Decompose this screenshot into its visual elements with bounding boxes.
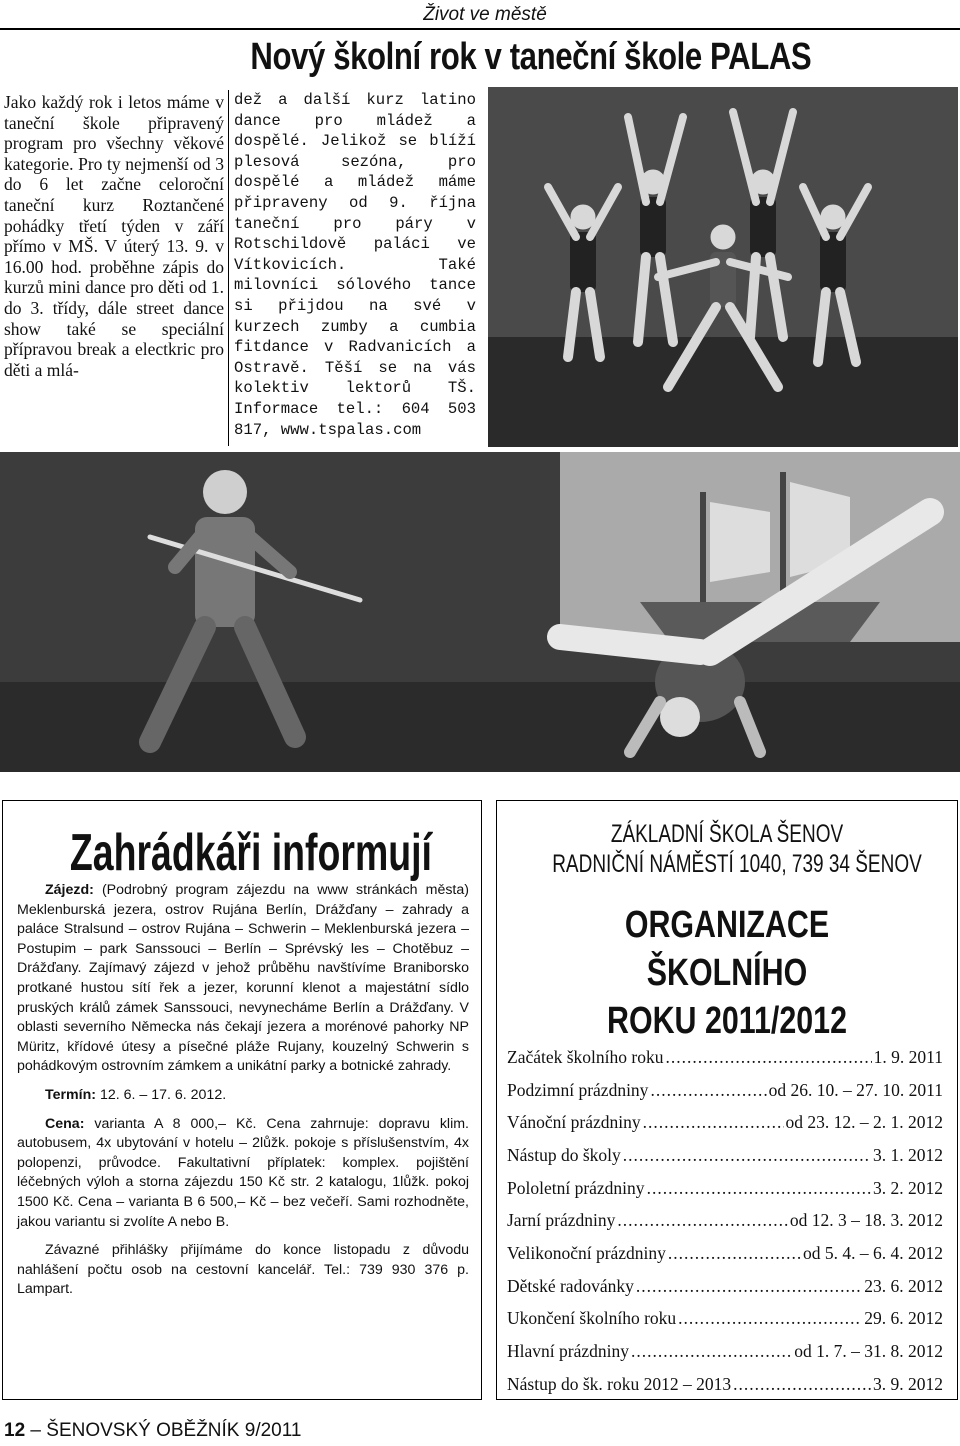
column-divider <box>228 90 229 446</box>
price-paragraph <box>17 1115 469 1233</box>
term-paragraph <box>17 1086 469 1106</box>
leader-dots <box>668 1243 801 1264</box>
schedule-row <box>507 1106 943 1139</box>
term-value: 12. 6. – 17. 6. 2012. <box>99 1086 227 1103</box>
gardeners-box <box>2 800 482 1400</box>
trip-paragraph <box>17 881 469 1077</box>
schedule-label: Hlavní prázdniny <box>507 1341 629 1362</box>
schedule-row <box>507 1270 943 1303</box>
page-number: 12 <box>4 1420 26 1441</box>
article-column-1: Jako každý rok i letos máme v taneční škole připravený program pro všechny věkové kategorie. Pro ty nejmenší od 3 do 6 let začne celoroční taneční kurz Roztančené pohádky třetí týden v září přímo v MŠ. V úterý 13. 9. v 16.00 hod. proběhne zápis do kurzů mini dance pro děti od 1. do 3. třídy, dále street dance show také se speciální přípravou break a electkric pro děti a mlá- <box>4 92 224 380</box>
publication-name: – ŠENOVSKÝ OBĚŽNÍK 9/2011 <box>25 1420 302 1441</box>
schedule-row <box>507 1139 943 1172</box>
schedule-label: Podzimní prázdniny <box>507 1079 649 1100</box>
leader-dots <box>733 1374 871 1395</box>
schedule-row <box>507 1172 943 1205</box>
trip-text: (Podrobný program zájezdu na www stránkách města) Meklenburská jezera, ostrov Rujána Berlín, Drážďany – zahrady a paláce Stralsund – ostrov Rujána – Schwerin – Meklenburská jezera – Postupim – park Sanssouci – Berlín – Sprévský les – Chotěbuz – Drážďany. Zajímavý zájezd v jehož průběhu navštívíme Braniborsko protkané hustou sítí řek a jezer, korunní klenot a majestátní sídlo pruských králů zámek Sanssouci, nevynecháme Berlín a Drážďany. V oblasti severního Německa nás čekají jezera a morénové pahorky NP Müritz, křídové útesy a písečné pláže Rujany, kouzelný Schwerin s pohádkovým ostrovním zámkem a unikátní parky a botnické zahrady. <box>17 882 469 1075</box>
schedule-value: od 12. 3 – 18. 3. 2012 <box>789 1210 943 1231</box>
leader-dots <box>643 1112 784 1133</box>
schedule-row <box>507 1303 943 1336</box>
schedule-label: Vánoční prázdniny <box>507 1112 641 1133</box>
leader-dots <box>647 1178 871 1199</box>
leader-dots <box>678 1308 862 1329</box>
schedule-value: od 5. 4. – 6. 4. 2012 <box>803 1242 943 1263</box>
closing-paragraph: Závazné přihlášky přijímáme do konce listopadu z důvodu nahlášení počtu osob na cestovní kancelář. Tel.: 739 930 376 p. Lampart. <box>17 1242 469 1298</box>
schedule-row <box>507 1237 943 1270</box>
schedule-label: Pololetní prázdniny <box>507 1177 645 1198</box>
schedule-row <box>507 1204 943 1237</box>
leader-dots <box>623 1145 871 1166</box>
schedule-value: 29. 6. 2012 <box>864 1308 943 1329</box>
schedule-row <box>507 1041 943 1074</box>
schedule-value: 3. 9. 2012 <box>873 1373 943 1394</box>
schedule-value: od 26. 10. – 27. 10. 2011 <box>768 1079 943 1100</box>
gardeners-title: Zahrádkáři informují <box>69 824 432 882</box>
schedule-label: Jarní prázdniny <box>507 1210 616 1231</box>
schedule-list <box>507 1041 943 1401</box>
school-header <box>552 819 922 879</box>
leader-dots <box>650 1080 766 1101</box>
school-schedule-box <box>496 800 958 1400</box>
school-address: RADNIČNÍ NÁMĚSTÍ 1040, 739 34 ŠENOV <box>552 850 922 878</box>
schedule-label: Nástup do školy <box>507 1144 621 1165</box>
schedule-label: Začátek školního roku <box>507 1046 664 1067</box>
schedule-label: Ukončení školního roku <box>507 1308 677 1329</box>
schedule-label: Nástup do šk. roku 2012 – 2013 <box>507 1373 732 1394</box>
leader-dots <box>636 1276 862 1297</box>
schedule-value: 3. 1. 2012 <box>873 1144 943 1165</box>
schedule-value: 23. 6. 2012 <box>864 1275 943 1296</box>
trip-label: Zájezd: <box>45 882 94 898</box>
schedule-label: Dětské radovánky <box>507 1275 634 1296</box>
schedule-title-line-1: ORGANIZACE <box>624 904 830 946</box>
price-text: varianta A 8 000,– Kč. Cena zahrnuje: dopravu klim. autobusem, 4x ubytování v hotelu – 2lůžk. pokoje s příslušenstvím, 4x polopenzi, průvodce. Fakultativní příplatek: komplex. pojištění léčebných výloh a storna zájezdu 150 Kč str. 2 katalogu, 1lůžk. pokoj 1500 Kč. Cena – varianta B 6 500,– Kč – bez večeří. Sami rozhodněte, jakou variantu si zvolíte A nebo B. <box>17 1115 469 1230</box>
leader-dots <box>617 1210 788 1231</box>
schedule-value: od 1. 7. – 31. 8. 2012 <box>794 1341 943 1362</box>
schedule-title <box>543 901 911 1045</box>
leader-dots <box>665 1047 871 1068</box>
schedule-row <box>507 1074 943 1107</box>
price-label: Cena: <box>45 1115 85 1132</box>
schedule-label: Velikonoční prázdniny <box>507 1242 666 1263</box>
page-footer <box>4 1420 301 1442</box>
article-column-2: dež a další kurz latino dance pro mládež a dospělé. Jelikož se blíží plesová sezóna, pro dospělé a mládež máme připraveny od 9. října taneční pro páry v Rotschildově paláci ve Vítkovicích. Také milovníci sólového tance si přijdou na své v kurzech zumby a cumbia fitdance v Radvanicích a Ostravě. Těší se na vás kolektiv lektorů TŠ. Informace tel.: 604 503 817, www.tspalas.com <box>234 91 476 439</box>
gardeners-body <box>17 881 469 1309</box>
top-rule <box>0 28 960 30</box>
schedule-title-line-3: ROKU 2011/2012 <box>607 1000 847 1042</box>
schedule-value: 3. 2. 2012 <box>873 1177 943 1198</box>
article-headline: Nový školní rok v taneční škole PALAS <box>250 36 812 78</box>
schedule-row <box>507 1368 943 1401</box>
schedule-value: od 23. 12. – 2. 1. 2012 <box>785 1112 943 1133</box>
schedule-row <box>507 1335 943 1368</box>
schedule-value: 1. 9. 2011 <box>873 1046 943 1067</box>
dancing-children-photo <box>488 87 958 447</box>
section-label: Život ve městě <box>423 4 547 25</box>
term-label: Termín: <box>45 1086 96 1103</box>
schedule-title-line-2: ŠKOLNÍHO <box>646 952 808 994</box>
leader-dots <box>631 1341 792 1362</box>
school-name: ZÁKLADNÍ ŠKOLA ŠENOV <box>610 820 844 848</box>
performance-photo <box>0 452 960 772</box>
